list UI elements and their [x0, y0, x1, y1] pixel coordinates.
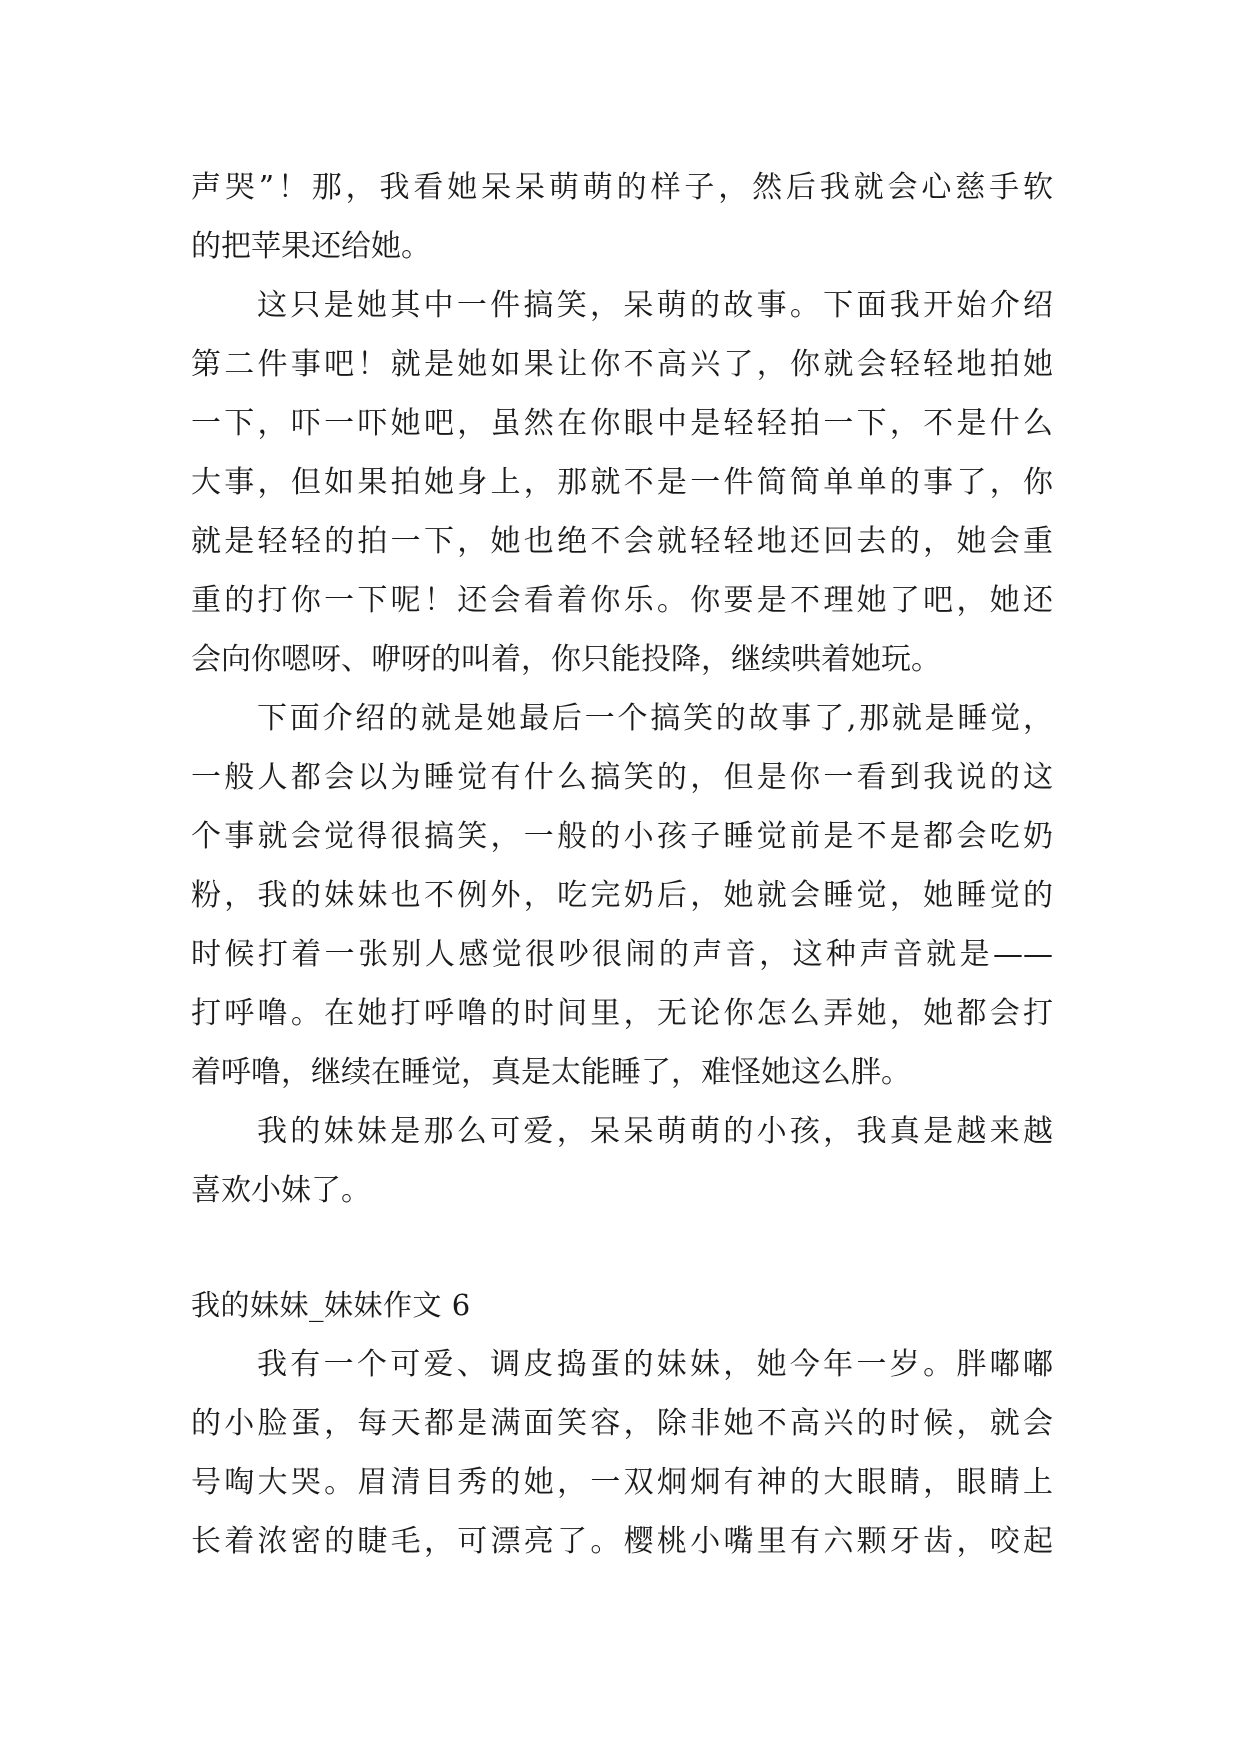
paragraph	[191, 1335, 1053, 1571]
text-line: 一般人都会以为睡觉有什么搞笑的，但是你一看到我说的这	[191, 760, 1053, 795]
text-line: 大事，但如果拍她身上，那就不是一件简简单单的事了，你	[191, 465, 1053, 500]
document-page	[191, 158, 1053, 1571]
paragraph	[191, 158, 1053, 276]
text-line: 这只是她其中一件搞笑，呆萌的故事。下面我开始介绍	[257, 288, 1053, 323]
section-gap	[191, 1220, 1053, 1276]
text-line: 时候打着一张别人感觉很吵很闹的声音，这种声音就是——	[191, 937, 1053, 972]
text-line: 重的打你一下呢！还会看着你乐。你要是不理她了吧，她还	[191, 583, 1053, 618]
text-line: 长着浓密的睫毛，可漂亮了。樱桃小嘴里有六颗牙齿，咬起	[191, 1524, 1053, 1559]
text-line: 第二件事吧！就是她如果让你不高兴了，你就会轻轻地拍她	[191, 347, 1053, 382]
text-line: 我有一个可爱、调皮捣蛋的妹妹，她今年一岁。胖嘟嘟	[257, 1347, 1053, 1382]
text-line: 声哭”！那，我看她呆呆萌萌的样子，然后我就会心慈手软	[191, 170, 1053, 205]
text-line: 着呼噜，继续在睡觉，真是太能睡了，难怪她这么胖。	[191, 1055, 911, 1090]
text-line: 喜欢小妹了。	[191, 1173, 371, 1208]
text-line: 一下，吓一吓她吧，虽然在你眼中是轻轻拍一下，不是什么	[191, 406, 1053, 441]
text-line: 号啕大哭。眉清目秀的她，一双炯炯有神的大眼睛，眼睛上	[191, 1465, 1053, 1500]
text-line: 粉，我的妹妹也不例外，吃完奶后，她就会睡觉，她睡觉的	[191, 878, 1053, 913]
paragraph	[191, 689, 1053, 1102]
section-heading: 我的妹妹_妹妹作文 6	[191, 1288, 471, 1322]
text-line: 就是轻轻的拍一下，她也绝不会就轻轻地还回去的，她会重	[191, 524, 1053, 559]
text-line: 会向你嗯呀、咿呀的叫着，你只能投降，继续哄着她玩。	[191, 642, 941, 677]
paragraph	[191, 276, 1053, 689]
text-line: 我的妹妹是那么可爱，呆呆萌萌的小孩，我真是越来越	[257, 1114, 1053, 1149]
text-line: 下面介绍的就是她最后一个搞笑的故事了,那就是睡觉，	[257, 701, 1053, 736]
text-line: 打呼噜。在她打呼噜的时间里，无论你怎么弄她，她都会打	[191, 996, 1053, 1031]
paragraph	[191, 1102, 1053, 1220]
text-line: 的把苹果还给她。	[191, 229, 431, 264]
text-line: 的小脸蛋，每天都是满面笑容，除非她不高兴的时候，就会	[191, 1406, 1053, 1441]
text-line: 个事就会觉得很搞笑，一般的小孩子睡觉前是不是都会吃奶	[191, 819, 1053, 854]
